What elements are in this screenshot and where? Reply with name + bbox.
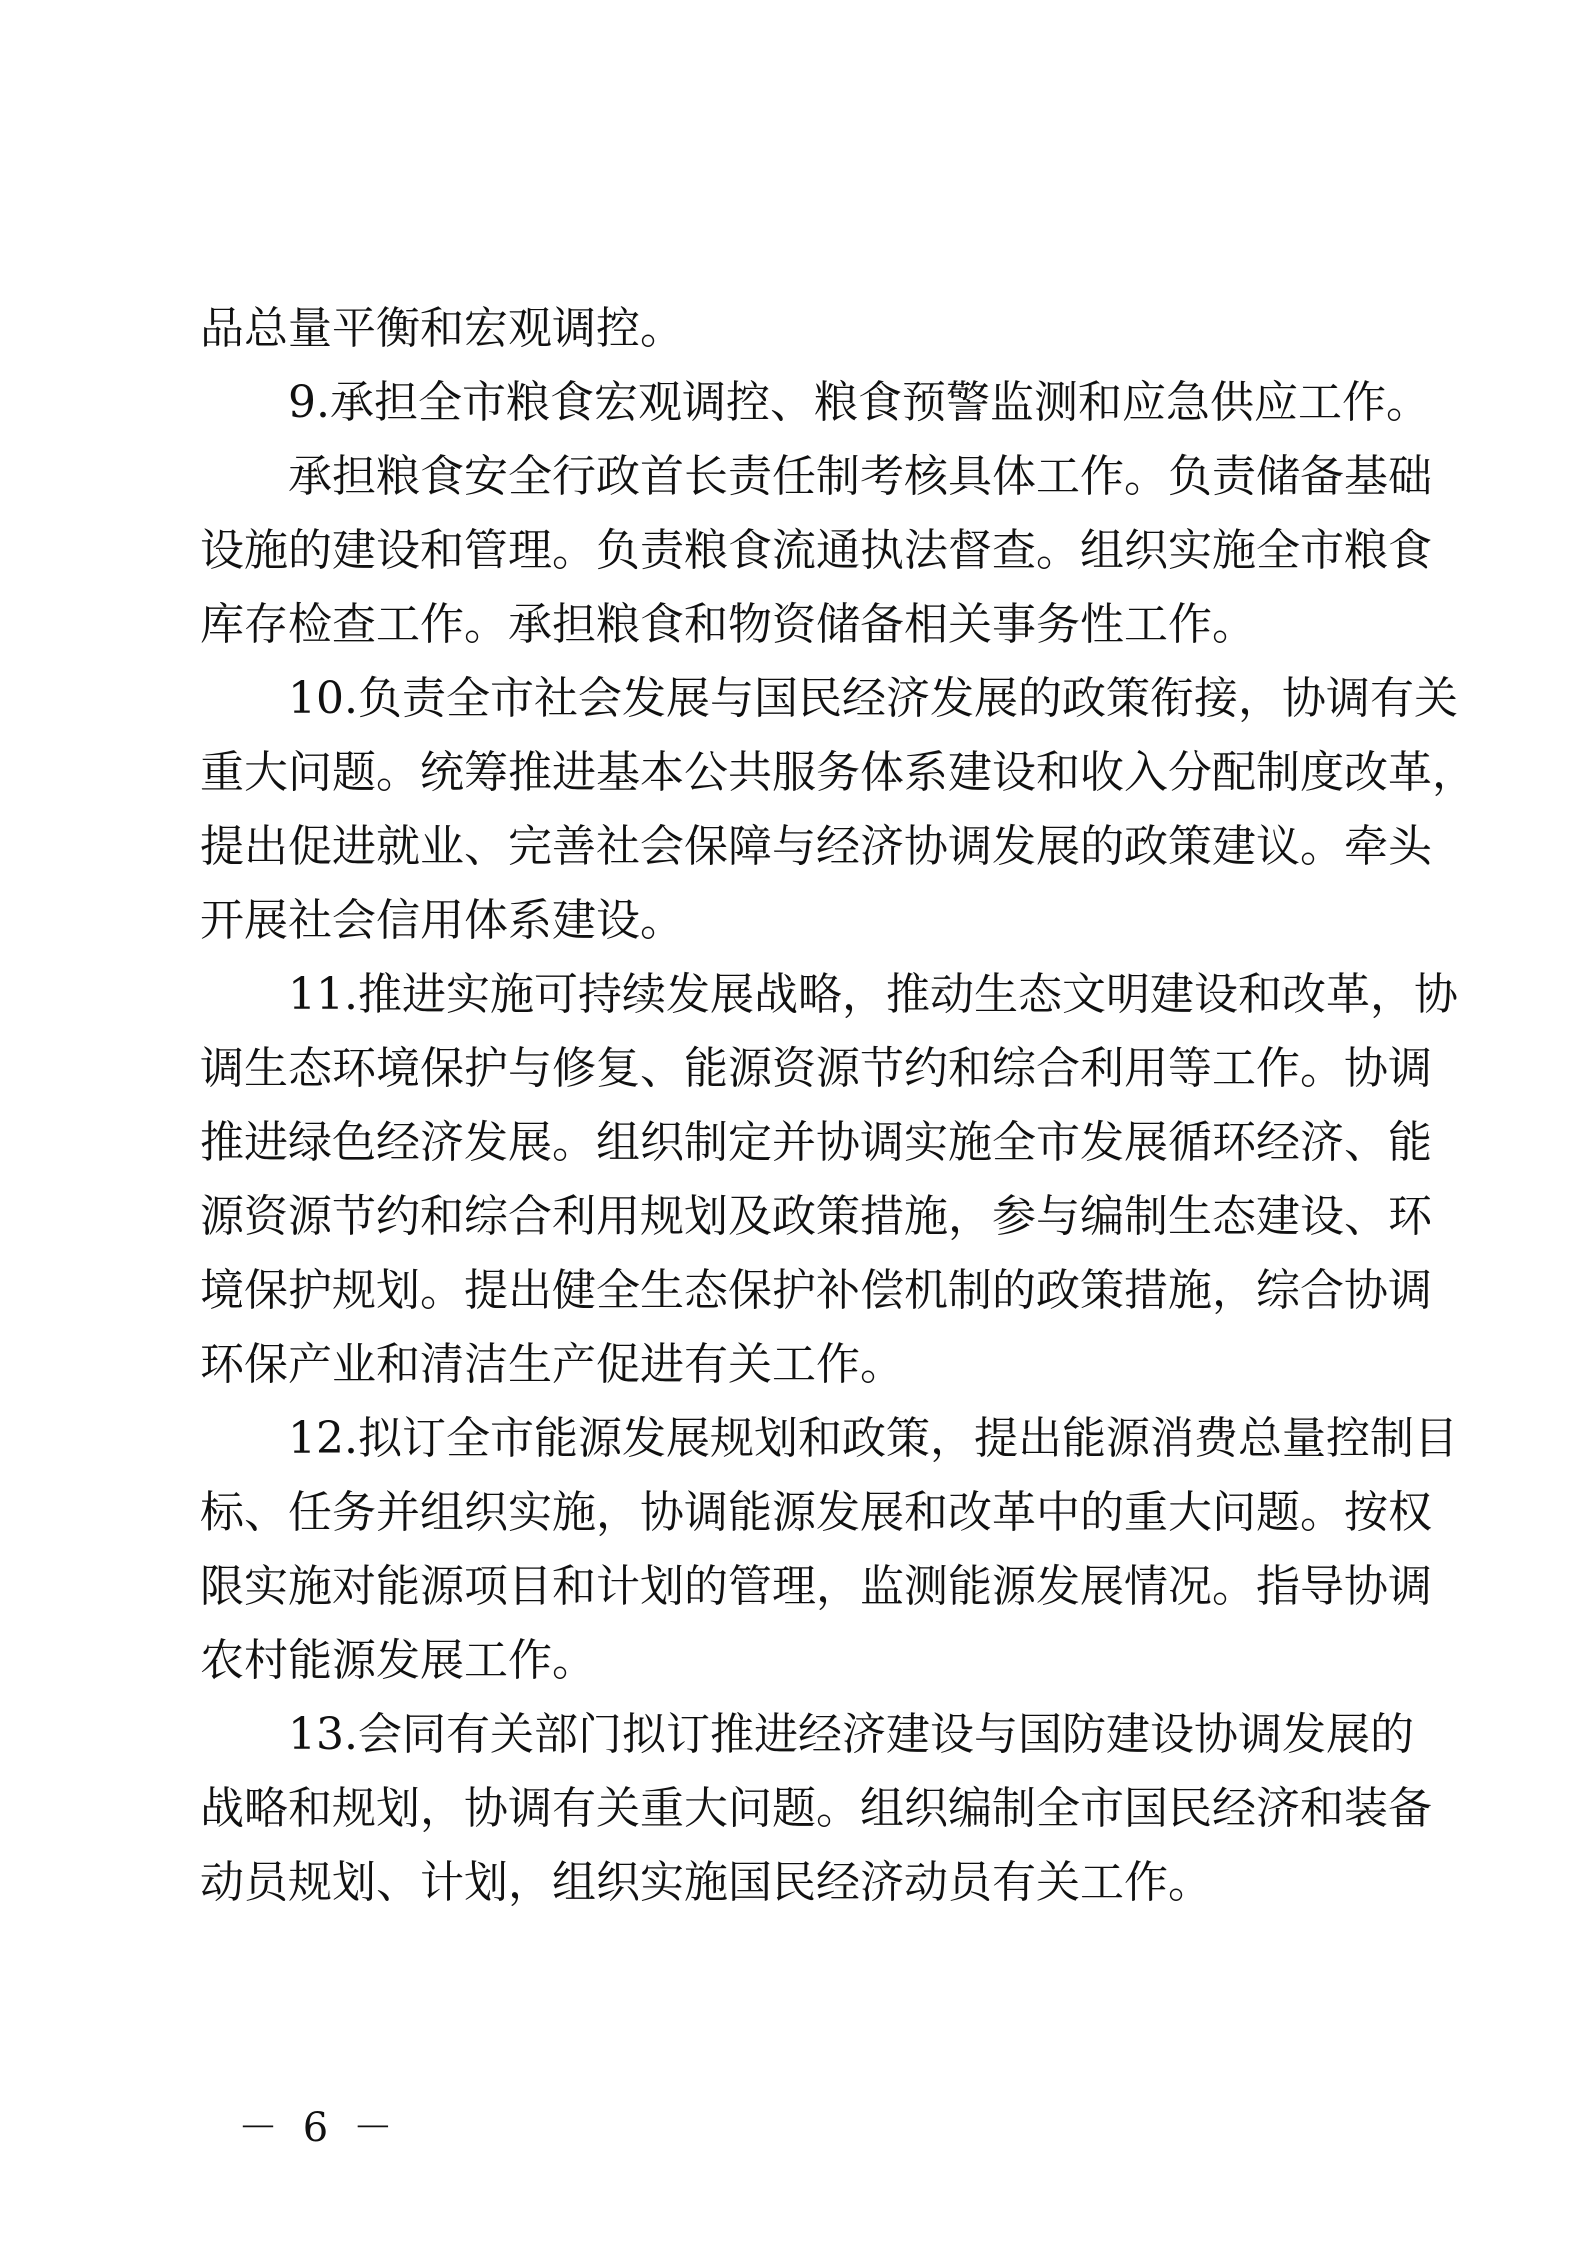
- text-line: 调生态环境保护与修复、能源资源节约和综合利用等工作。协调: [200, 1043, 1432, 1094]
- text-line: 推进绿色经济发展。组织制定并协调实施全市发展循环经济、能: [200, 1117, 1432, 1168]
- text-line: 源资源节约和综合利用规划及政策措施，参与编制生态建设、环: [200, 1191, 1432, 1242]
- text-line: 承担粮食安全行政首长责任制考核具体工作。负责储备基础: [288, 451, 1432, 502]
- text-line: 重大问题。统筹推进基本公共服务体系建设和收入分配制度改革，: [200, 747, 1476, 798]
- text-line: 12.拟订全市能源发展规划和政策，提出能源消费总量控制目: [288, 1413, 1458, 1464]
- text-line: 品总量平衡和宏观调控。: [200, 303, 684, 354]
- text-line: 提出促进就业、完善社会保障与经济协调发展的政策建议。牵头: [200, 821, 1432, 872]
- text-line: 11.推进实施可持续发展战略，推动生态文明建设和改革，协: [288, 969, 1458, 1020]
- page-number: － 6 －: [238, 2105, 399, 2151]
- text-line: 开展社会信用体系建设。: [200, 895, 684, 946]
- text-line: 设施的建设和管理。负责粮食流通执法督查。组织实施全市粮食: [200, 525, 1432, 576]
- text-line: 农村能源发展工作。: [200, 1635, 596, 1686]
- text-line: 环保产业和清洁生产促进有关工作。: [200, 1339, 904, 1390]
- text-line: 动员规划、计划，组织实施国民经济动员有关工作。: [200, 1857, 1212, 1908]
- text-line: 境保护规划。提出健全生态保护补偿机制的政策措施，综合协调: [200, 1265, 1432, 1316]
- text-line: 10.负责全市社会发展与国民经济发展的政策衔接，协调有关: [288, 673, 1458, 724]
- text-line: 库存检查工作。承担粮食和物资储备相关事务性工作。: [200, 599, 1256, 650]
- text-line: 战略和规划，协调有关重大问题。组织编制全市国民经济和装备: [200, 1783, 1432, 1834]
- text-line: 标、任务并组织实施，协调能源发展和改革中的重大问题。按权: [200, 1487, 1432, 1538]
- text-line: 9.承担全市粮食宏观调控、粮食预警监测和应急供应工作。: [288, 377, 1430, 428]
- text-line: 13.会同有关部门拟订推进经济建设与国防建设协调发展的: [288, 1709, 1414, 1760]
- text-line: 限实施对能源项目和计划的管理，监测能源发展情况。指导协调: [200, 1561, 1432, 1612]
